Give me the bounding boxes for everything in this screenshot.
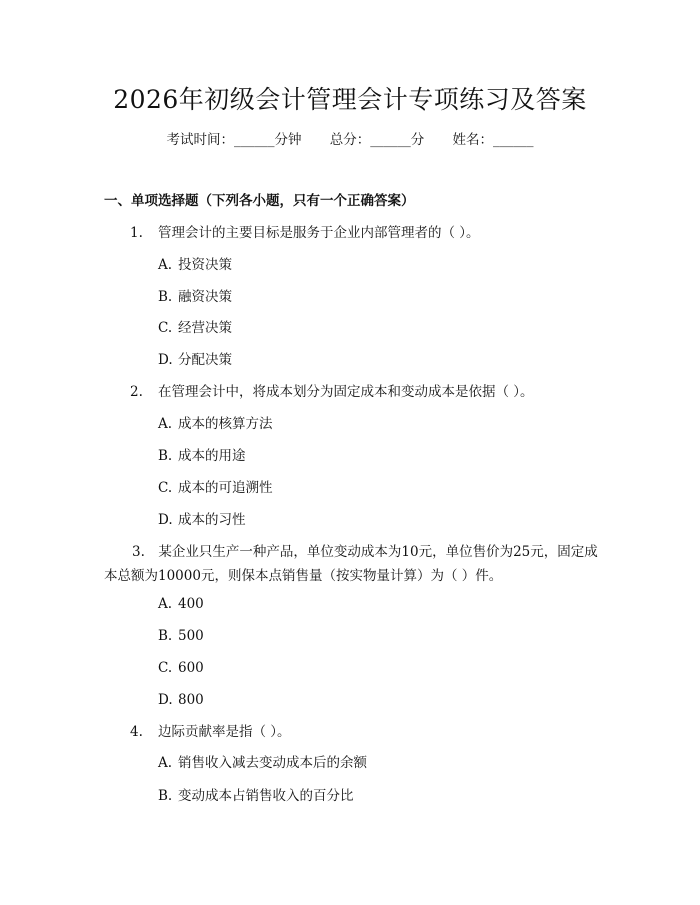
section-heading: 一、单项选择题（下列各小题，只有一个正确答案） xyxy=(104,193,415,209)
question-number: 4. xyxy=(130,724,143,740)
question-text: 在管理会计中，将成本划分为固定成本和变动成本是依据（ ）。 xyxy=(158,384,534,400)
option-text: 经营决策 xyxy=(178,320,232,336)
option-letter: B. xyxy=(158,628,173,644)
question-text: 管理会计的主要目标是服务于企业内部管理者的（ ）。 xyxy=(158,225,480,241)
option-text: 成本的核算方法 xyxy=(178,416,273,432)
exam-time-field: 考试时间：______分钟 xyxy=(166,132,302,148)
option-text: 融资决策 xyxy=(178,289,232,305)
student-name-field: 姓名：______ xyxy=(452,132,534,148)
question-2 xyxy=(130,382,534,402)
option-row xyxy=(158,414,273,434)
option-letter: A. xyxy=(158,755,173,771)
option-row xyxy=(158,255,232,275)
option-letter: C. xyxy=(158,480,173,496)
option-row xyxy=(158,658,204,678)
question-1 xyxy=(130,223,480,243)
option-text: 500 xyxy=(178,628,204,644)
option-row xyxy=(158,350,232,370)
option-row xyxy=(158,690,204,710)
question-3 xyxy=(104,540,600,588)
document-title: 2026年初级会计管理会计专项练习及答案 xyxy=(113,85,587,114)
option-letter: D. xyxy=(158,352,173,368)
option-letter: D. xyxy=(158,692,173,708)
option-row xyxy=(158,753,367,773)
total-score-field: 总分：______分 xyxy=(329,132,425,148)
option-text: 成本的可追溯性 xyxy=(178,480,273,496)
question-number: 2. xyxy=(130,384,143,400)
option-text: 800 xyxy=(178,692,204,708)
option-row xyxy=(158,626,204,646)
question-number: 1. xyxy=(130,225,143,241)
option-row xyxy=(158,478,273,498)
option-letter: B. xyxy=(158,289,173,305)
option-letter: B. xyxy=(158,448,173,464)
option-row xyxy=(158,287,232,307)
option-row xyxy=(158,510,246,530)
question-text: 某企业只生产一种产品，单位变动成本为10元，单位售价为25元，固定成本总额为10000元，则保本点销售量（按实物量计算）为（ ）件。 xyxy=(104,544,598,584)
option-row xyxy=(158,446,246,466)
question-text: 边际贡献率是指（ ）。 xyxy=(158,724,291,740)
option-letter: C. xyxy=(158,320,173,336)
option-text: 分配决策 xyxy=(178,352,232,368)
option-text: 销售收入减去变动成本后的余额 xyxy=(178,755,367,771)
option-row xyxy=(158,786,354,806)
question-4 xyxy=(130,722,291,742)
option-text: 成本的习性 xyxy=(178,512,246,528)
option-text: 成本的用途 xyxy=(178,448,246,464)
option-letter: C. xyxy=(158,660,173,676)
option-text: 变动成本占销售收入的百分比 xyxy=(178,788,354,804)
question-number: 3. xyxy=(132,544,145,560)
option-letter: D. xyxy=(158,512,173,528)
option-letter: A. xyxy=(158,416,173,432)
option-letter: B. xyxy=(158,788,173,804)
exam-info-line xyxy=(0,130,700,150)
option-row xyxy=(158,318,232,338)
option-letter: A. xyxy=(158,257,173,273)
option-text: 投资决策 xyxy=(178,257,232,273)
option-text: 400 xyxy=(178,596,204,612)
option-letter: A. xyxy=(158,596,173,612)
option-row xyxy=(158,594,204,614)
option-text: 600 xyxy=(178,660,204,676)
